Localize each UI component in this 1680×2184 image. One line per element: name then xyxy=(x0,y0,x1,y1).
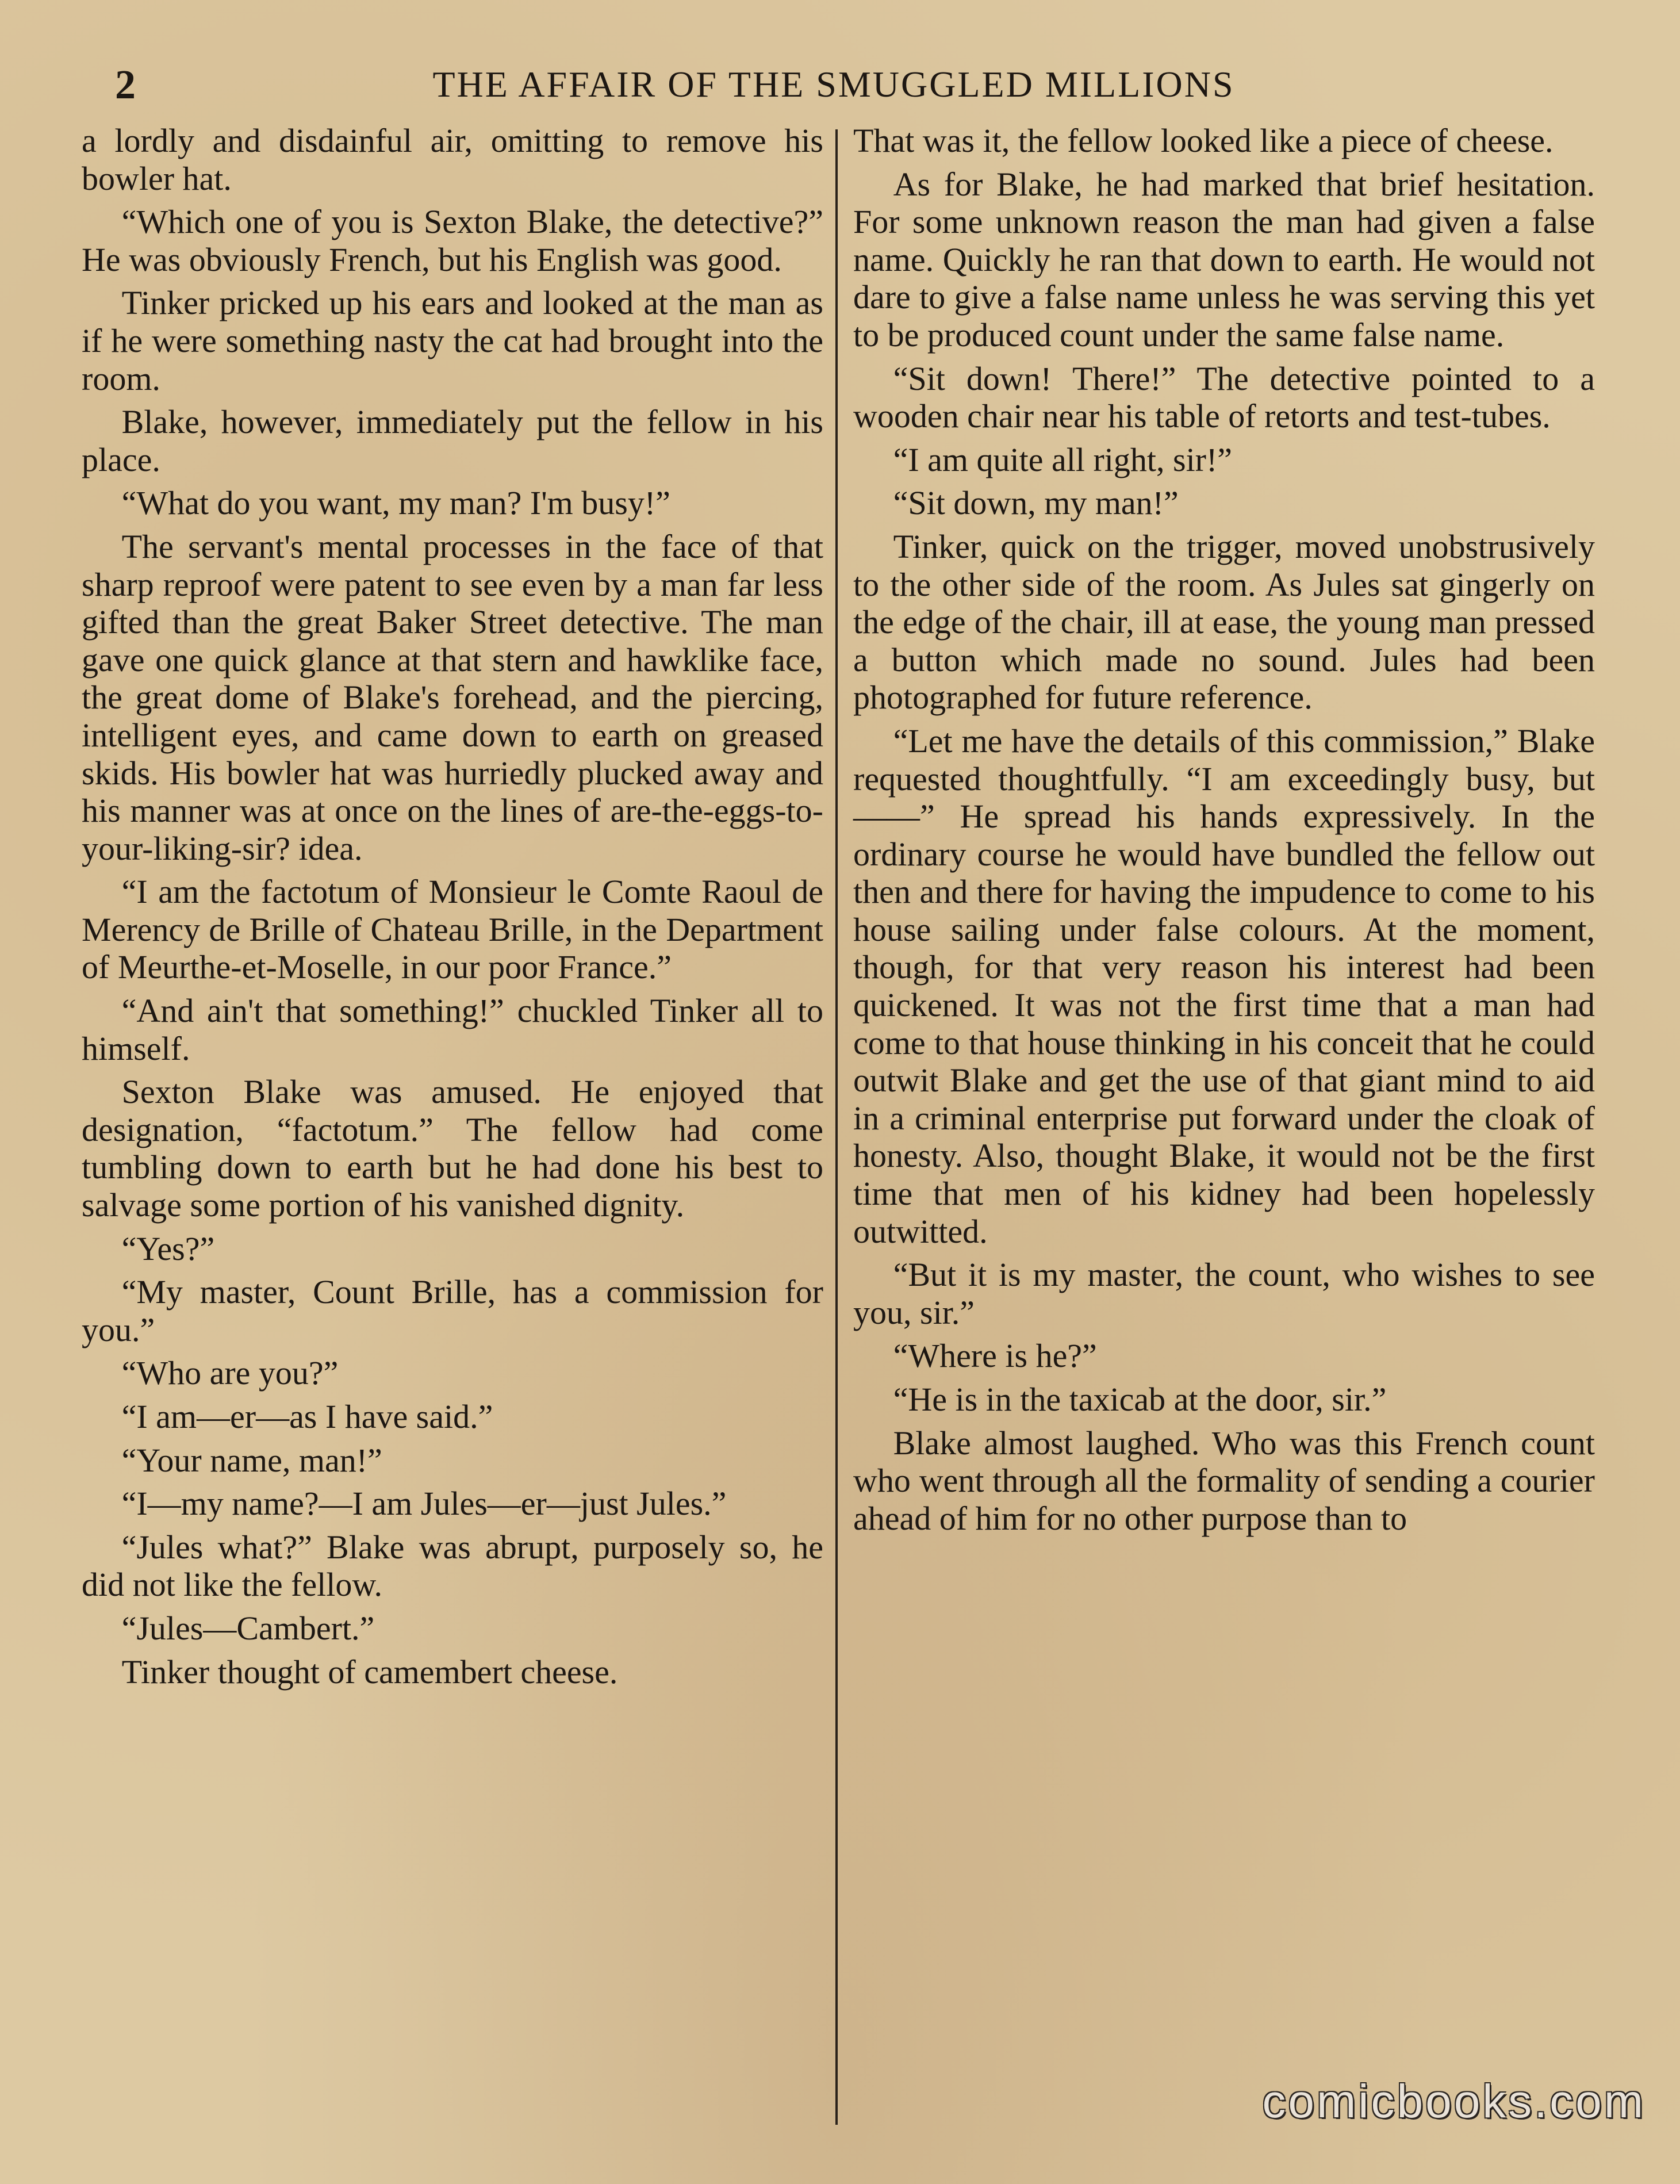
paragraph: “I am the factotum of Monsieur le Comte Raoul de Merency de Brille of Chateau Brille, in the Department of Meurthe-et-Moselle, in our poor France.” xyxy=(82,873,823,986)
watermark: comicbooks.com xyxy=(1262,2075,1646,2128)
right-column xyxy=(853,122,1595,1543)
paragraph: “Jules what?” Blake was abrupt, purposely so, he did not like the fellow. xyxy=(82,1528,823,1604)
column-divider xyxy=(835,129,838,2125)
paragraph: “Your name, man!” xyxy=(121,1441,382,1479)
paragraph: “He is in the taxicab at the door, sir.” xyxy=(893,1381,1387,1418)
paragraph: As for Blake, he had marked that brief hesitation. For some unknown reason the man had given a false name. Quickly he ran that down to earth. He would not dare to give a false name unless he was serving this yet to be produced count under the same false name. xyxy=(853,165,1595,354)
paragraph: Blake almost laughed. Who was this French count who went through all the formality of sending a courier ahead of him for no other purpose than to xyxy=(853,1424,1595,1537)
running-title: THE AFFAIR OF THE SMUGGLED MILLIONS xyxy=(432,64,1235,105)
paragraph: “But it is my master, the count, who wishes to see you, sir.” xyxy=(853,1256,1595,1331)
paragraph: “Where is he?” xyxy=(893,1337,1097,1375)
paragraph: “What do you want, my man? I'm busy!” xyxy=(121,484,670,522)
paragraph: Tinker pricked up his ears and looked at the man as if he were something nasty the cat had brought into the room. xyxy=(82,284,823,397)
paragraph: Tinker thought of camembert cheese. xyxy=(121,1653,618,1691)
paragraph: That was it, the fellow looked like a piece of cheese. xyxy=(853,122,1554,159)
paragraph: “I—my name?—I am Jules—er—just Jules.” xyxy=(121,1485,727,1523)
page-header xyxy=(0,53,1680,116)
paragraph: “Sit down! There!” The detective pointed to a wooden chair near his table of retorts and test-tubes. xyxy=(853,359,1595,435)
paragraph: “My master, Count Brille, has a commission for you.” xyxy=(82,1273,823,1348)
paragraph: “And ain't that something!” chuckled Tinker all to himself. xyxy=(82,992,823,1067)
paragraph: a lordly and disdainful air, omitting to remove his bowler hat. xyxy=(82,122,823,197)
page-number: 2 xyxy=(115,62,136,108)
paragraph: “Yes?” xyxy=(121,1229,215,1267)
paragraph: “I am—er—as I have said.” xyxy=(121,1398,493,1435)
paragraph: “I am quite all right, sir!” xyxy=(893,440,1233,478)
paragraph: Blake, however, immediately put the fellow in his place. xyxy=(82,403,823,478)
paragraph: “Who are you?” xyxy=(121,1354,339,1392)
paragraph: “Jules—Cambert.” xyxy=(121,1609,375,1647)
paragraph: The servant's mental processes in the face of that sharp reproof were patent to see even by a man far less gifted than the great Baker Street detective. The man gave one quick glance at that stern and hawklike face, the great dome of Blake's forehead, and the piercing, intelligent eyes, and came down to earth on greased skids. His bowler hat was hurriedly plucked away and his manner was at once on the lines of are-the-eggs-to-your-liking-sir? idea. xyxy=(82,527,823,867)
paragraph: Tinker, quick on the trigger, moved unobstrusively to the other side of the room. As Jules sat gingerly on the edge of the chair, ill at ease, the young man pressed a button which made no sound. Jules had been photographed for future reference. xyxy=(853,527,1595,716)
paragraph: Sexton Blake was amused. He enjoyed that designation, “factotum.” The fellow had come tumbling down to earth but he had done his best to salvage some portion of his vanished dignity. xyxy=(82,1073,823,1224)
left-column xyxy=(82,122,823,1696)
paragraph: “Sit down, my man!” xyxy=(893,484,1179,522)
paragraph: “Let me have the details of this commission,” Blake requested thoughtfully. “I am exceedingly busy, but ——” He spread his hands expressively. In the ordinary course he would have bundled the fellow out then and there for having the impudence to come to his house sailing under false colours. At the moment, though, for that very reason his interest had been quickened. It was not the first time that a man had come to that house thinking in his conceit that he could outwit Blake and get the use of that giant mind to aid in a criminal enterprise put forward under the cloak of honesty. Also, thought Blake, it would not be the first time that men of his kidney had been hopelessly outwitted. xyxy=(853,722,1595,1250)
paragraph: “Which one of you is Sexton Blake, the detective?” He was obviously French, but his English was good. xyxy=(82,203,823,278)
